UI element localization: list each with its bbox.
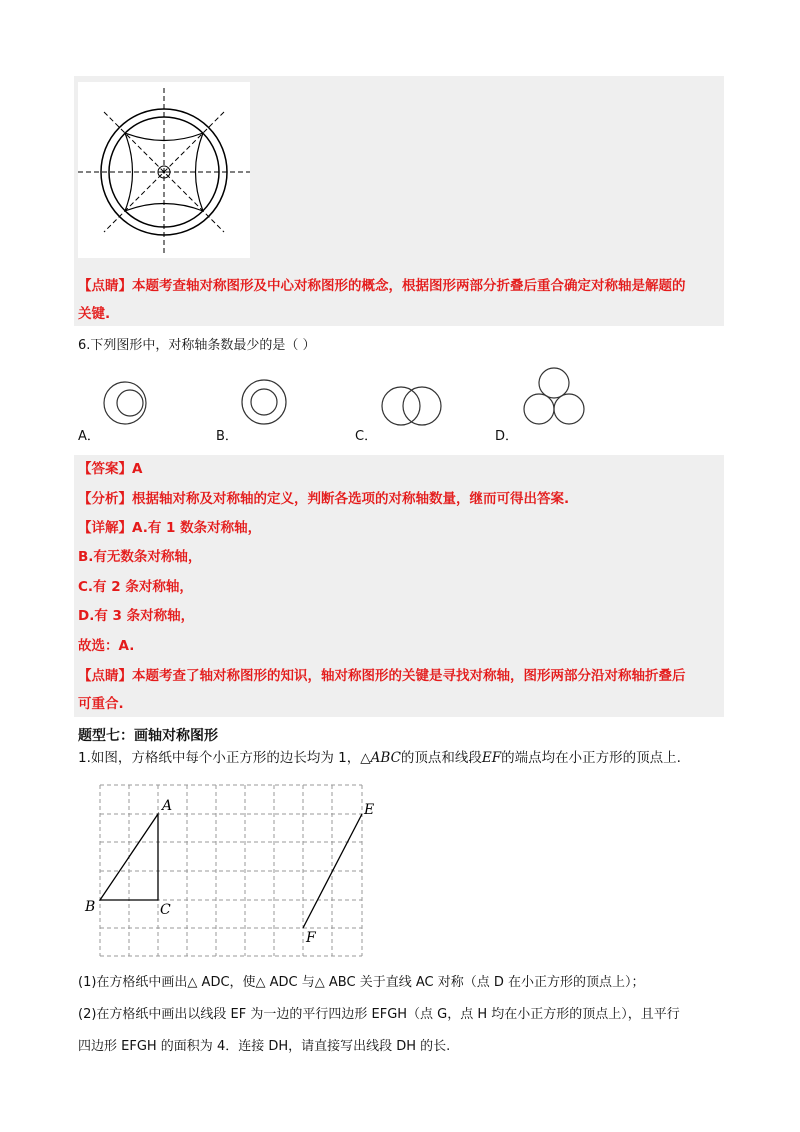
dianjing-1-line2: 关键. [78, 306, 111, 322]
label-b: B [85, 899, 96, 915]
label-e: E [364, 802, 375, 818]
q1-abc: ABC [370, 750, 401, 766]
option-b-label: B． [216, 429, 238, 444]
option-b-figure [238, 378, 292, 428]
section-title: 题型七：画轴对称图形 [78, 728, 218, 744]
triangle-symbol: △ [360, 750, 371, 766]
option-d-label: D． [495, 429, 519, 444]
triangle-abc [100, 814, 158, 900]
dianjing-1-line1: 【点睛】本题考查轴对称图形及中心对称图形的概念，根据图形两部分折叠后重合确定对称轴是解题的 [78, 278, 686, 294]
answer-label: 【答案】A [78, 461, 143, 477]
option-d-figure [519, 366, 589, 428]
q1-stem-c: 的端点均在小正方形的顶点上. [501, 750, 681, 766]
dianjing-2-line1: 【点睛】本题考查了轴对称图形的知识，轴对称图形的关键是寻找对称轴，图形两部分沿对称轴折叠后 [78, 668, 686, 684]
q1-stem-b: 的顶点和线段 [400, 750, 482, 766]
grid-figure [80, 780, 390, 960]
detail-c: C.有 2 条对称轴， [78, 579, 193, 595]
label-c: C [160, 902, 171, 918]
option-a-figure [100, 380, 150, 430]
label-a: A [162, 798, 173, 814]
option-c-label: C． [355, 429, 378, 444]
dianjing-2-line2: 可重合. [78, 696, 124, 712]
option-c-figure [380, 384, 444, 428]
option-a-label: A． [78, 429, 100, 444]
symmetry-figure [78, 82, 250, 258]
question-1-stem [78, 750, 681, 766]
label-f: F [306, 930, 316, 946]
analysis-text: 【分析】根据轴对称及对称轴的定义，判断各选项的对称轴数量，继而可得出答案. [78, 491, 570, 507]
sub-question-1: (1)在方格纸中画出△ ADC，使△ ADC 与△ ABC 关于直线 AC 对称（点 D 在小正方形的顶点上）； [78, 975, 645, 990]
detail-d: D.有 3 条对称轴， [78, 608, 195, 624]
sub-question-2-line2: 四边形 EFGH 的面积为 4．连接 DH，请直接写出线段 DH 的长. [78, 1039, 451, 1054]
question-6-stem: 6.下列图形中，对称轴条数最少的是（ ） [78, 338, 316, 353]
detail-b: B.有无数条对称轴， [78, 549, 202, 565]
q1-stem-a: 1.如图，方格纸中每个小正方形的边长均为 1， [78, 750, 361, 766]
q1-ef: EF [481, 750, 502, 766]
choice-text: 故选：A. [78, 638, 135, 654]
sub-question-2-line1: (2)在方格纸中画出以线段 EF 为一边的平行四边形 EFGH（点 G，点 H 均在小正方形的顶点上），且平行 [78, 1007, 680, 1022]
detail-a: 【详解】A.有 1 数条对称轴， [78, 520, 262, 536]
